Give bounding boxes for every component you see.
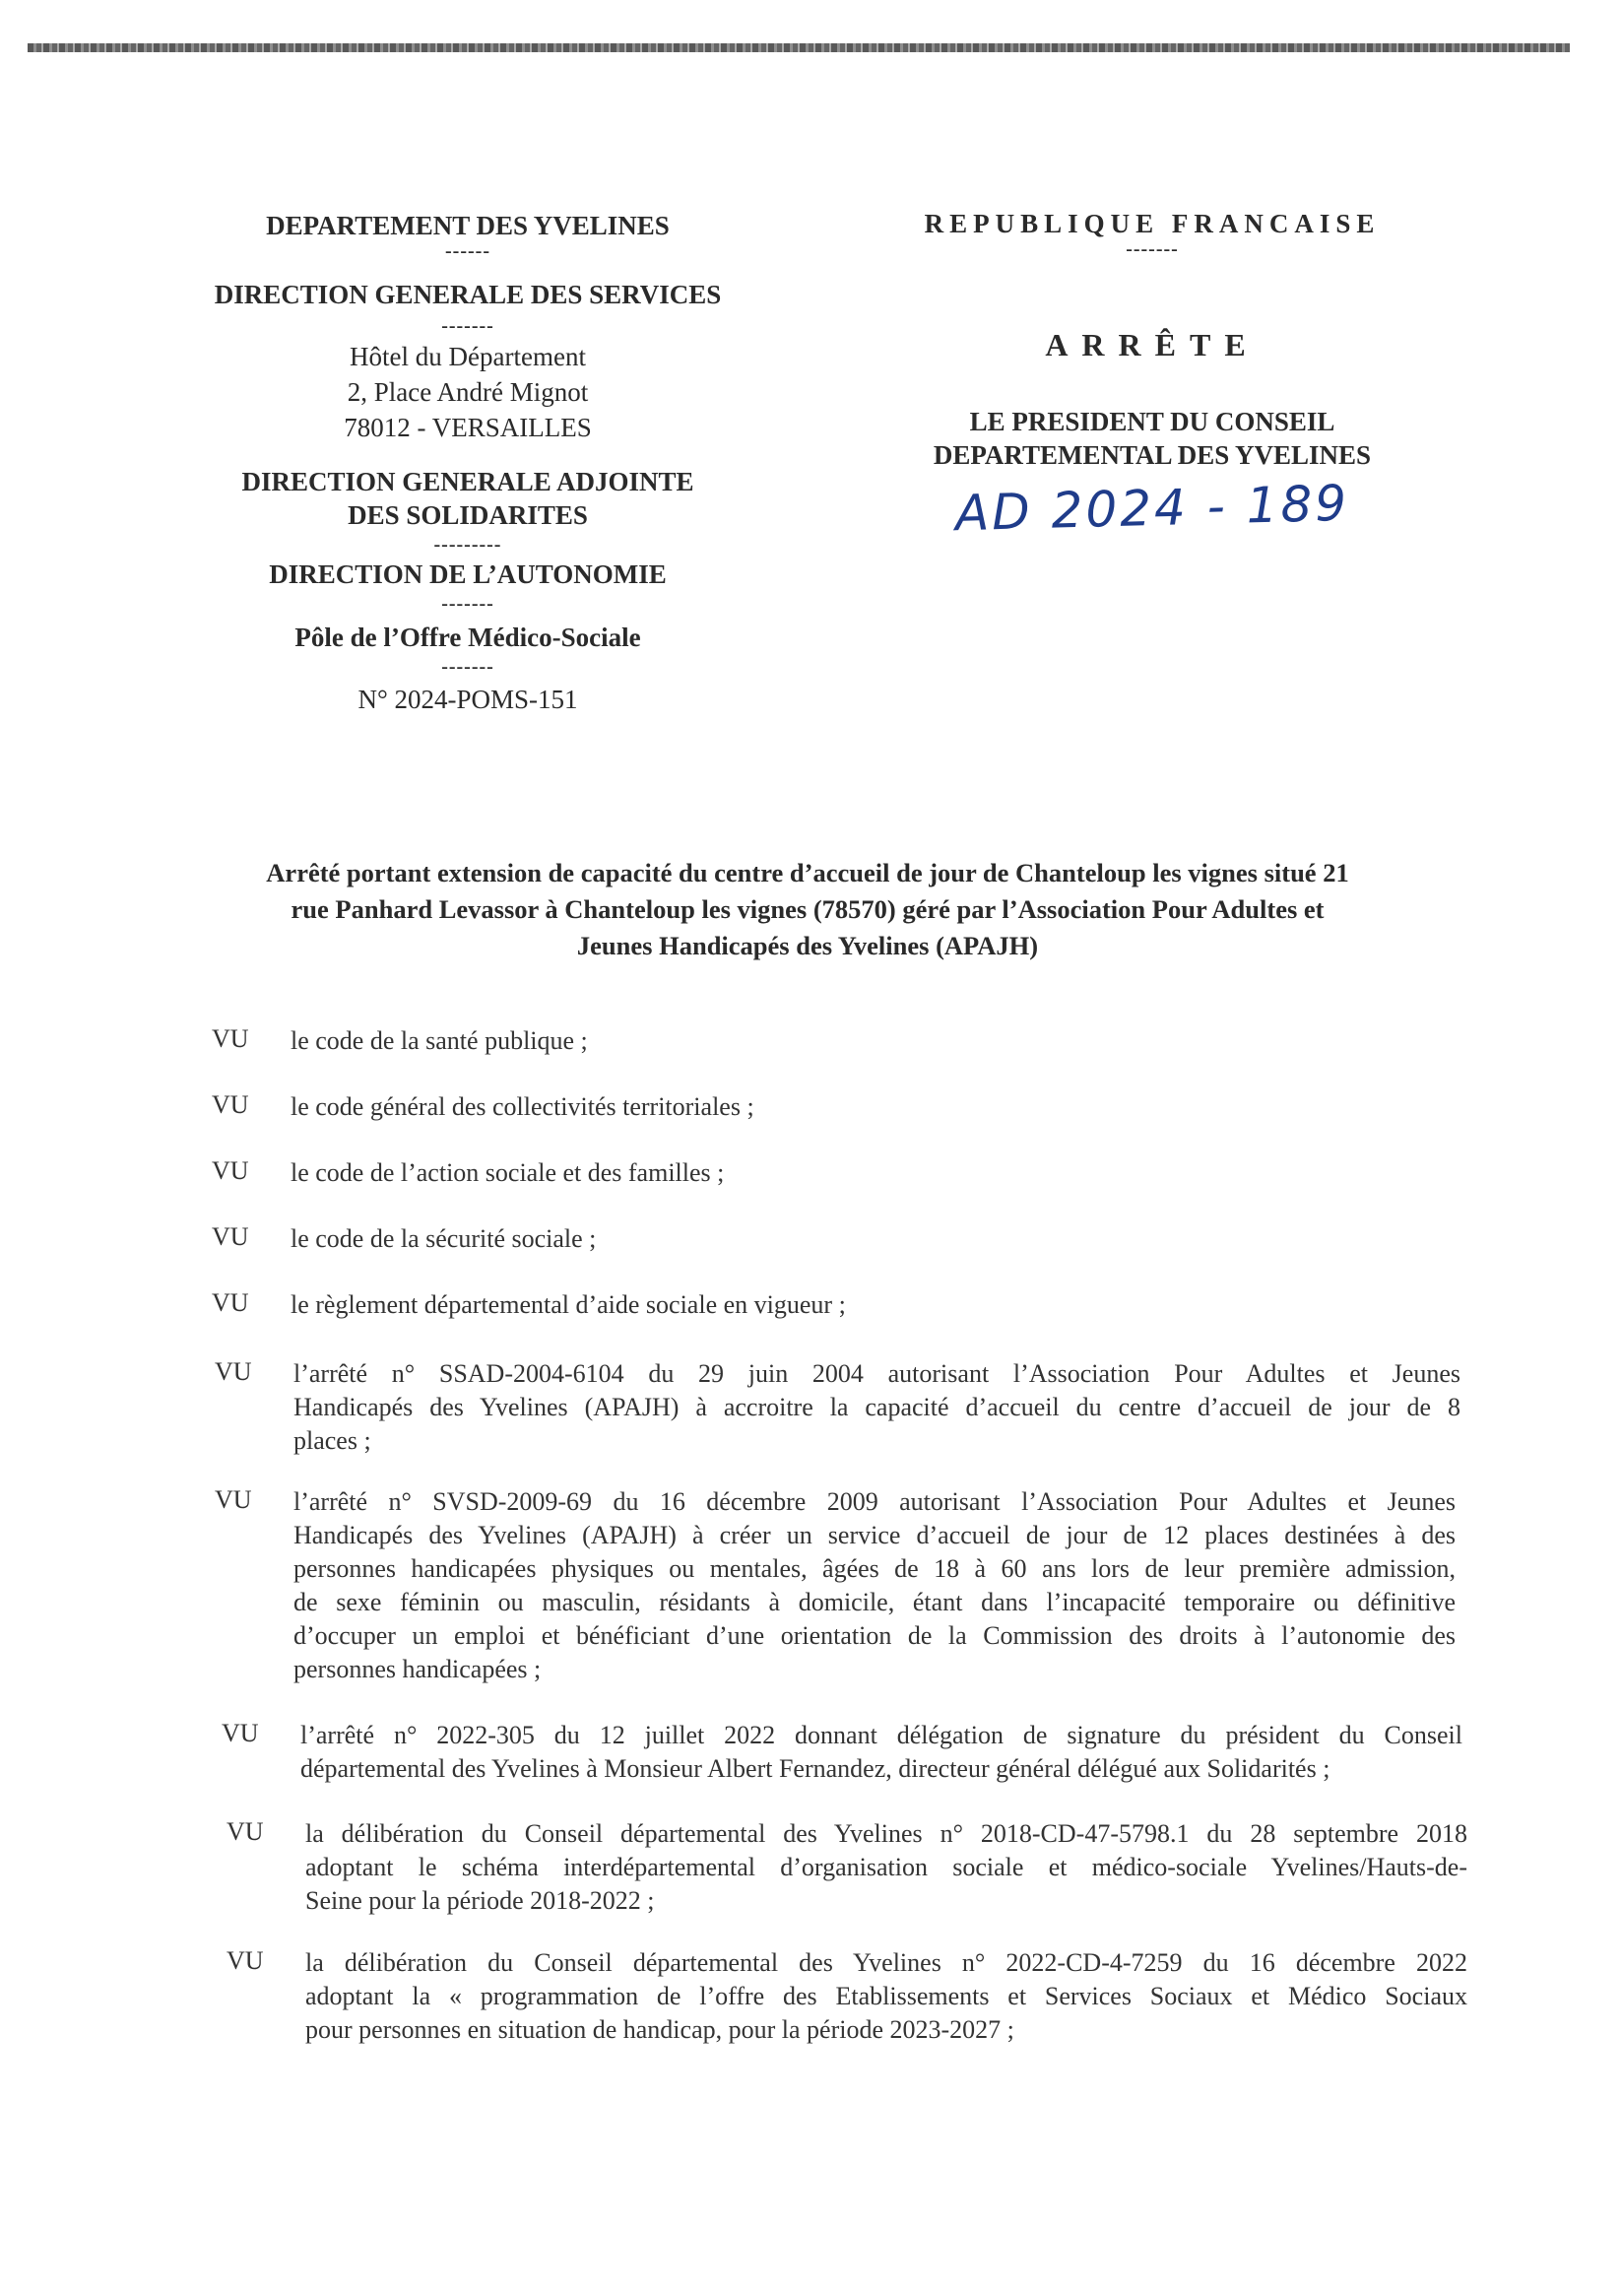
vu-text-line: l’arrêté n° SVSD-2009-69 du 16 décembre 2009 autorisant l’Association Pour Adultes et Jeunes [293, 1487, 1456, 1516]
handwritten-reference: AD 2024 - 189 [954, 474, 1350, 543]
vu-text-line: le code de la santé publique ; [291, 1026, 588, 1055]
vu-text [291, 1024, 1472, 1058]
separator: ------ [445, 240, 490, 262]
vu-text-line: la délibération du Conseil départemental des Yvelines n° 2018-CD-47-5798.1 du 28 septembre 2018 [305, 1819, 1467, 1848]
vu-text-line: le code de la sécurité sociale ; [291, 1224, 597, 1253]
separator: ------- [441, 315, 494, 337]
vu-text-line: le code général des collectivités territoriales ; [291, 1092, 754, 1121]
document-title [177, 855, 1438, 964]
pole-name: Pôle de l’Offre Médico-Sociale [294, 623, 641, 652]
vu-label: VU [212, 1288, 249, 1317]
separator: --------- [433, 534, 502, 556]
department-name: DEPARTEMENT DES YVELINES [266, 211, 670, 240]
vu-label: VU [227, 1817, 264, 1846]
vu-text-line: Seine pour la période 2018-2022 ; [305, 1886, 655, 1915]
vu-label: VU [222, 1719, 259, 1747]
vu-label: VU [212, 1222, 249, 1251]
arrete-heading: ARRÊTE [1045, 327, 1260, 362]
vu-text [291, 1288, 1472, 1322]
separator: ------- [441, 593, 494, 615]
vu-text-line: de sexe féminin ou masculin, résidants à domicile, étant dans l’incapacité temporaire ou définitive [293, 1588, 1456, 1616]
vu-text-line: pour personnes en situation de handicap, pour la période 2023-2027 ; [305, 2015, 1014, 2044]
vu-text [291, 1090, 1472, 1124]
scan-top-border [28, 43, 1570, 52]
direction-autonomie: DIRECTION DE L’AUTONOMIE [269, 559, 667, 589]
vu-text [300, 1719, 1462, 1786]
vu-text-line: départemental des Yvelines à Monsieur Albert Fernandez, directeur général délégué aux Solidarités ; [300, 1754, 1330, 1783]
vu-text-line: adoptant la « programmation de l’offre des Etablissements et Services Sociaux et Médico Sociaux [305, 1982, 1467, 2010]
vu-text [291, 1222, 1472, 1256]
address-street: 2, Place André Mignot [347, 377, 589, 407]
title-line: Arrêté portant extension de capacité du centre d’accueil de jour de Chanteloup les vignes situé 21 [266, 858, 1349, 887]
president-line2: DEPARTEMENTAL DES YVELINES [933, 440, 1372, 470]
vu-text-line: personnes handicapées physiques ou mentales, âgées de 18 à 60 ans lors de leur première admission, [293, 1554, 1456, 1583]
title-line: Jeunes Handicapés des Yvelines (APAJH) [576, 931, 1039, 960]
issuer-block [187, 209, 748, 717]
title-line: rue Panhard Levassor à Chanteloup les vignes (78570) géré par l’Association Pour Adultes et [291, 894, 1325, 924]
vu-text-line: d’occuper un emploi et bénéficiant d’une orientation de la Commission des droits à l’autonomie des [293, 1621, 1456, 1650]
republique-heading: REPUBLIQUE FRANCAISE [924, 209, 1381, 238]
vu-text [305, 1946, 1467, 2047]
vu-text [291, 1156, 1472, 1190]
vu-label: VU [212, 1024, 249, 1053]
vu-text-line: la délibération du Conseil départemental des Yvelines n° 2022-CD-4-7259 du 16 décembre 2022 [305, 1948, 1467, 1977]
dgs-name: DIRECTION GENERALE DES SERVICES [214, 280, 722, 309]
vu-text-line: adoptant le schéma interdépartemental d’organisation sociale et médico-sociale Yvelines/Hauts-de- [305, 1853, 1467, 1881]
dga-line1: DIRECTION GENERALE ADJOINTE [241, 467, 694, 496]
vu-text [305, 1817, 1467, 1918]
address-city: 78012 - VERSAILLES [344, 413, 592, 442]
vu-label: VU [215, 1485, 252, 1514]
vu-text-line: personnes handicapées ; [293, 1655, 542, 1683]
vu-text-line: l’arrêté n° SSAD-2004-6104 du 29 juin 2004 autorisant l’Association Pour Adultes et Jeunes [293, 1359, 1460, 1388]
president-line1: LE PRESIDENT DU CONSEIL [969, 407, 1335, 436]
vu-text-line: le règlement départemental d’aide sociale en vigueur ; [291, 1290, 846, 1319]
vu-label: VU [212, 1156, 249, 1185]
vu-text [293, 1357, 1460, 1458]
vu-text-line: le code de l’action sociale et des familles ; [291, 1158, 725, 1187]
address-hotel: Hôtel du Département [350, 342, 586, 371]
separator: ------- [441, 656, 494, 678]
vu-text-line: l’arrêté n° 2022-305 du 12 juillet 2022 donnant délégation de signature du président du Conseil [300, 1721, 1462, 1749]
authority-block [876, 207, 1428, 543]
vu-text-line: places ; [293, 1426, 371, 1455]
separator: ------- [1126, 238, 1179, 260]
vu-label: VU [227, 1946, 264, 1975]
vu-text-line: Handicapés des Yvelines (APAJH) à accroitre la capacité d’accueil du centre d’accueil de jour de 8 [293, 1393, 1460, 1421]
vu-label: VU [215, 1357, 252, 1386]
vu-text [293, 1485, 1456, 1686]
dga-line2: DES SOLIDARITES [348, 500, 588, 530]
document-number: N° 2024-POMS-151 [357, 685, 578, 714]
vu-label: VU [212, 1090, 249, 1119]
vu-text-line: Handicapés des Yvelines (APAJH) à créer un service d’accueil de jour de 12 places destinées à des [293, 1521, 1456, 1549]
